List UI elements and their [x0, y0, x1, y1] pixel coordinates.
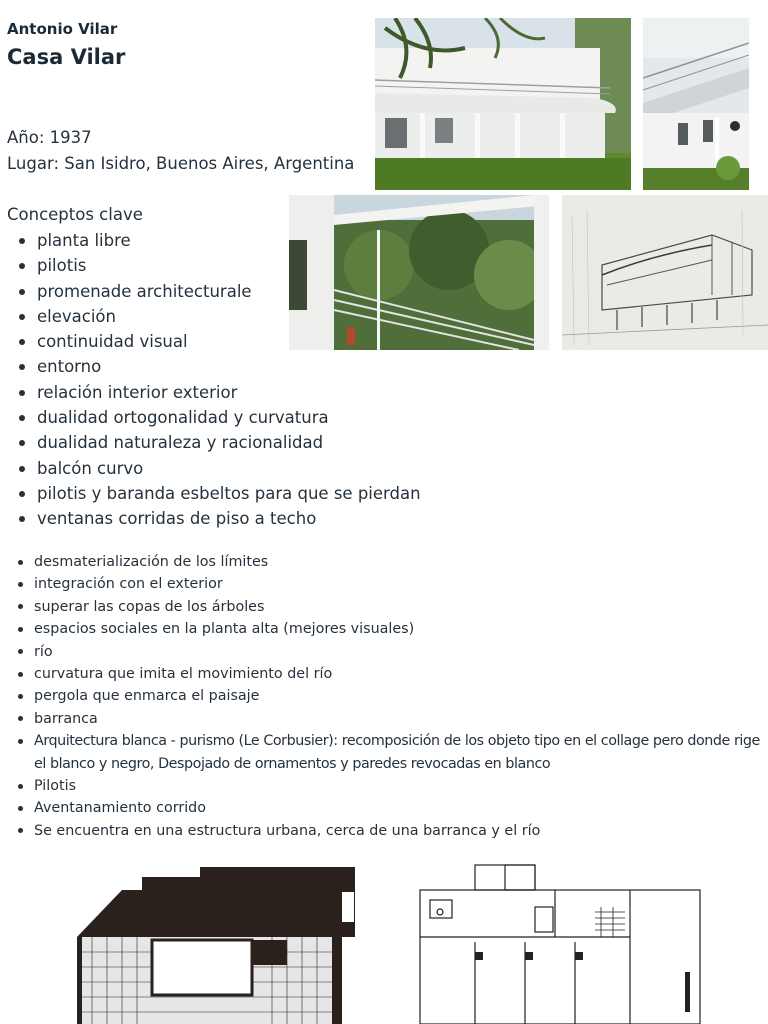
list-item: continuidad visual — [0, 329, 470, 354]
list-item: balcón curvo — [0, 456, 470, 481]
figure-ground-plan — [72, 862, 362, 1024]
list-item: elevación — [0, 304, 470, 329]
sketch-drawing — [562, 195, 768, 350]
list-item: espacios sociales en la planta alta (mejores visuales) — [0, 618, 762, 640]
list-item: barranca — [0, 708, 762, 730]
list-item: relación interior exterior — [0, 380, 470, 405]
list-item: Aventanamiento corrido — [0, 797, 762, 819]
list-item: desmaterialización de los límites — [0, 551, 762, 573]
list-item: promenade architecturale — [0, 279, 470, 304]
notes-list — [0, 551, 762, 842]
house-exterior-photo — [375, 18, 631, 190]
list-item: entorno — [0, 354, 470, 379]
year-text: Año: 1937 — [7, 128, 92, 147]
location-text: Lugar: San Isidro, Buenos Aires, Argentina — [7, 154, 355, 173]
list-item: curvatura que imita el movimiento del río — [0, 663, 762, 685]
list-item: Arquitectura blanca - purismo (Le Corbusier): recomposición de los objeto tipo en el collage pero donde rige el blanco y negro, Despojado de ornamentos y paredes revocadas en blanco — [0, 730, 762, 775]
house-side-photo — [643, 18, 749, 190]
list-item: integración con el exterior — [0, 573, 762, 595]
list-item: dualidad ortogonalidad y curvatura — [0, 405, 470, 430]
list-item: pergola que enmarca el paisaje — [0, 685, 762, 707]
balcony-photo — [289, 195, 549, 350]
floor-plan — [415, 862, 705, 1024]
author-name: Antonio Vilar — [7, 20, 118, 38]
list-item: pilotis — [0, 253, 470, 278]
concepts-heading: Conceptos clave — [7, 205, 143, 224]
list-item: dualidad naturaleza y racionalidad — [0, 430, 470, 455]
list-item: planta libre — [0, 228, 470, 253]
list-item: ventanas corridas de piso a techo — [0, 506, 470, 531]
list-item: superar las copas de los árboles — [0, 596, 762, 618]
list-item: pilotis y baranda esbeltos para que se pierdan — [0, 481, 470, 506]
page-title: Casa Vilar — [7, 45, 126, 69]
list-item: río — [0, 641, 762, 663]
list-item: Se encuentra en una estructura urbana, cerca de una barranca y el río — [0, 820, 762, 842]
list-item: Pilotis — [0, 775, 762, 797]
